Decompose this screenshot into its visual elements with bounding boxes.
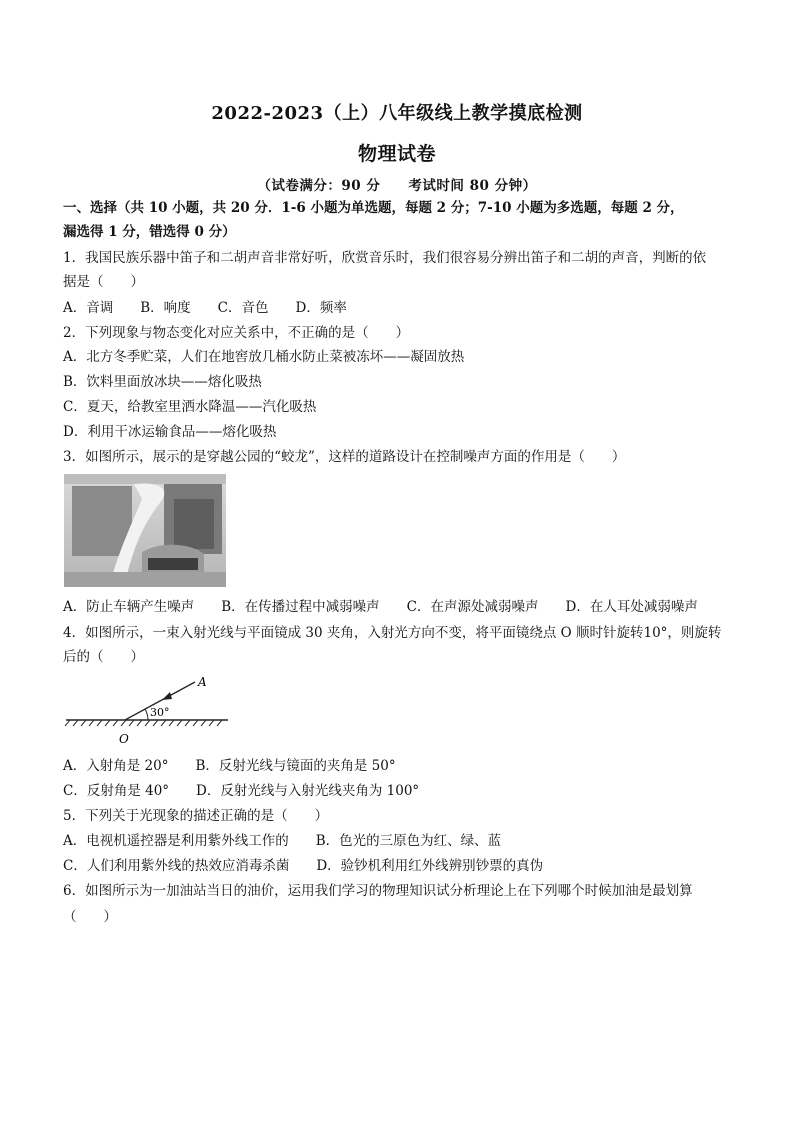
q6-stem-line2: （ ） <box>63 909 117 925</box>
section-heading-line1: 一、选择（共 10 小题，共 20 分．1-6 小题为单选题，每题 2 分；7-10 小题为多选题，每题 2 分， <box>63 200 684 216</box>
point-a-label: A <box>198 675 207 689</box>
q4-stem-line2: 后的（ ） <box>63 649 144 665</box>
section-heading-line2: 漏选得 1 分，错选得 0 分） <box>63 224 236 240</box>
angle-label: 30° <box>150 706 170 719</box>
q3-options: A．防止车辆产生噪声 B．在传播过程中减弱噪声 C．在声源处减弱噪声 D．在人耳处减弱噪声 <box>63 599 698 615</box>
q1-options: A．音调 B．响度 C．音色 D．频率 <box>63 300 347 316</box>
q2-option-c: C．夏天，给教室里洒水降温——汽化吸热 <box>63 399 317 415</box>
q4-mirror-diagram <box>62 671 232 747</box>
q5-options-line2: C．人们利用紫外线的热效应消毒杀菌 D．验钞机利用红外线辨别钞票的真伪 <box>63 858 544 874</box>
angle-arc <box>145 709 148 720</box>
q2-option-d: D．利用干冰运输食品——熔化吸热 <box>63 424 277 440</box>
exam-subject: 物理试卷 <box>357 143 436 165</box>
q4-stem-line1: 4．如图所示，一束入射光线与平面镜成 30 夹角，入射光方向不变，将平面镜绕点 O 顺时针旋转10°，则旋转 <box>63 625 722 641</box>
q1-stem-line2: 据是（ ） <box>63 274 144 290</box>
q1-stem-line1: 1．我国民族乐器中笛子和二胡声音非常好听，欣赏音乐时，我们很容易分辨出笛子和二胡的声音，判断的依 <box>63 250 707 266</box>
q4-options-line1: A．入射角是 20° B．反射光线与镜面的夹角是 50° <box>63 758 396 774</box>
point-o-label: O <box>119 732 129 746</box>
exam-title: 2022-2023（上）八年级线上教学摸底检测 <box>211 103 583 124</box>
q3-stem: 3．如图所示，展示的是穿越公园的“蛟龙”，这样的道路设计在控制噪声方面的作用是（ ） <box>63 449 626 465</box>
q6-stem-line1: 6．如图所示为一加油站当日的油价，运用我们学习的物理知识试分析理论上在下列哪个时候加油是最划算 <box>63 883 693 899</box>
q5-stem: 5．下列关于光现象的描述正确的是（ ） <box>63 808 329 824</box>
q5-options-line1: A．电视机遥控器是利用紫外线工作的 B．色光的三原色为红、绿、蓝 <box>63 833 502 849</box>
exam-meta: （试卷满分：90 分 考试时间 80 分钟） <box>257 178 537 194</box>
ray-arrow-icon <box>162 692 172 700</box>
q3-road-photo <box>64 474 226 587</box>
q2-stem: 2．下列现象与物态变化对应关系中，不正确的是（ ） <box>63 325 410 341</box>
q2-option-a: A．北方冬季贮菜，人们在地窖放几桶水防止菜被冻坏——凝固放热 <box>63 349 465 365</box>
q4-options-line2: C．反射角是 40° D．反射光线与入射光线夹角为 100° <box>63 783 420 799</box>
q2-option-b: B．饮料里面放冰块——熔化吸热 <box>63 374 262 390</box>
mirror-hatching <box>65 720 222 726</box>
